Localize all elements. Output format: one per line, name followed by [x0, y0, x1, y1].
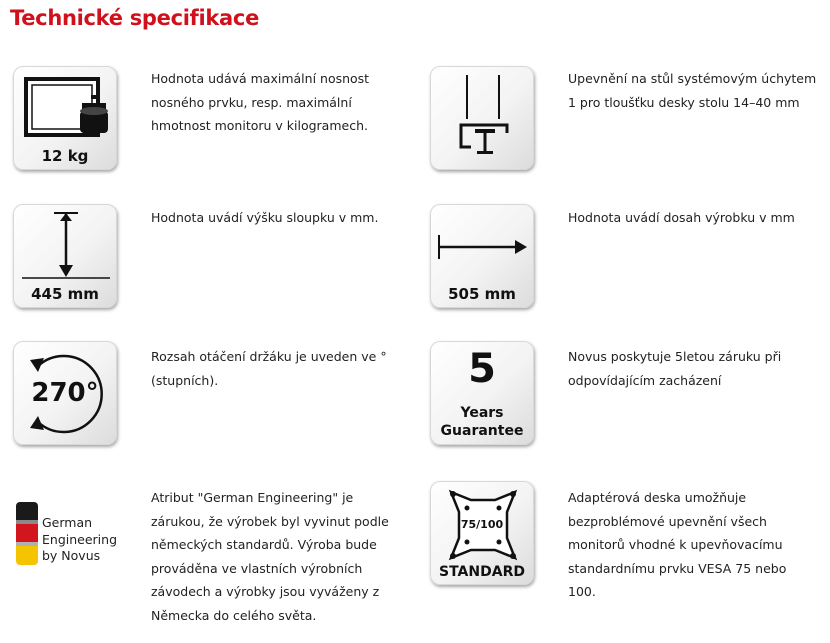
vesa-size-label: 75/100 — [460, 518, 504, 531]
desk-clamp-icon — [431, 67, 535, 171]
german-engineering-description: Atribut "German Engineering" je zárukou, že výrobek byl vyvinut podle německých standardů. Výroba bude prováděna ve vlastních výrobních závodech a výrobky jsou vyváženy z Německa do celého světa. — [151, 490, 389, 623]
load-capacity-label: 12 kg — [41, 147, 89, 165]
rotation-tile — [13, 341, 117, 445]
german-engineering-logo-text: German Engineering by Novus — [42, 515, 117, 563]
flag-red-stripe — [16, 524, 38, 542]
desk-clamp-description: Upevnění na stůl systémovým úchytem 1 pro tloušťku desky stolu 14–40 mm — [568, 71, 817, 110]
vesa-standard-label: STANDARD — [439, 564, 525, 580]
warranty-description: Novus poskytuje 5letou záruku při odpovídajícím zacházení — [568, 349, 782, 388]
warranty-years-number: 5 — [468, 346, 496, 392]
reach-tile — [430, 204, 534, 308]
reach-description: Hodnota uvádí dosah výrobku v mm — [568, 210, 795, 225]
vesa-tile — [430, 481, 534, 585]
desk-clamp-tile — [430, 66, 534, 170]
flag-black-stripe — [16, 502, 38, 520]
column-height-label: 445 mm — [31, 285, 99, 303]
column-height-tile — [13, 204, 117, 308]
warranty-tile — [430, 341, 534, 445]
vesa-description: Adaptérová deska umožňuje bezproblémové upevnění všech monitorů vhodné k upevňovacímu standardnímu prvku VESA 75 nebo 100. — [568, 490, 787, 599]
page-title: Technické specifikace — [10, 6, 260, 30]
column-height-description: Hodnota uvádí výšku sloupku v mm. — [151, 210, 379, 225]
load-capacity-description: Hodnota udává maximální nosnost nosného prvku, resp. maximální hmotnost monitoru v kilogramech. — [151, 71, 370, 133]
warranty-guarantee-word: Guarantee — [440, 423, 524, 439]
rotation-label: 270° — [31, 378, 99, 408]
reach-label: 505 mm — [448, 285, 516, 303]
flag-gold-stripe — [16, 546, 38, 565]
rotation-description: Rozsah otáčení držáku je uveden ve ° (stupních). — [151, 349, 387, 388]
warranty-years-word: Years — [460, 405, 504, 421]
load-capacity-tile — [13, 66, 117, 170]
